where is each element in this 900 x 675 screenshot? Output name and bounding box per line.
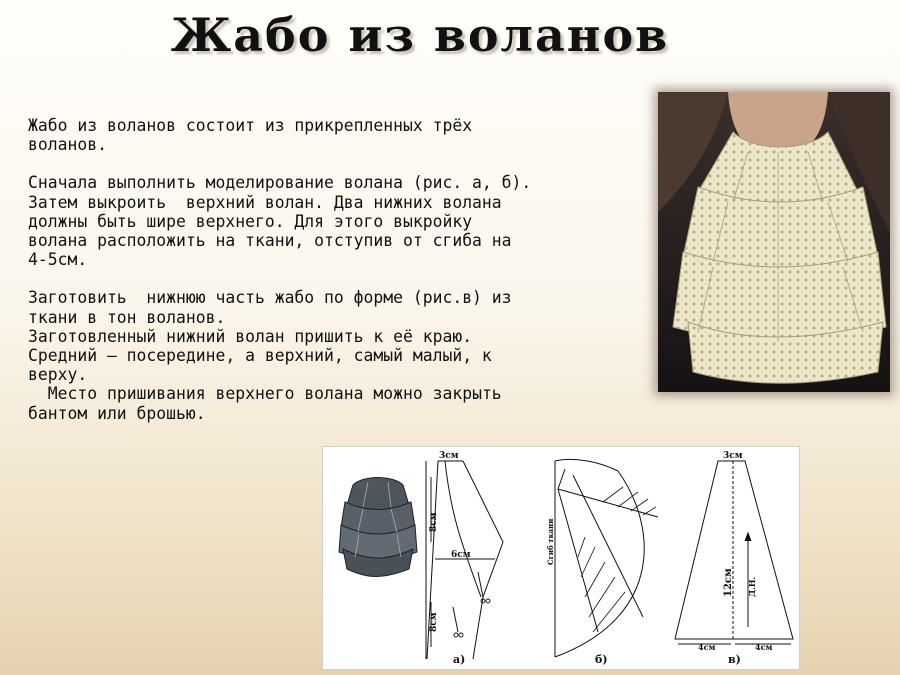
fig-a-label: а)	[453, 653, 466, 666]
figure-c	[675, 461, 793, 644]
pattern-diagram-panel	[322, 446, 800, 670]
jabot-sketch-icon	[339, 478, 417, 577]
fig-a-upper-side: 8см	[429, 512, 439, 532]
fig-c-top: 3см	[723, 451, 743, 461]
jabot-photo	[658, 92, 890, 392]
paragraph-modeling: Сначала выполнить моделирование волана (рис. а, б). Затем выкроить верхний волан. Два нижних волана должны быть шире верхнего. Для этого выкройку волана расположить на ткани, отступив от сгиба на 4-5см.	[28, 173, 532, 270]
figure-b	[555, 459, 658, 657]
fig-a-middle: 6см	[451, 550, 471, 560]
paragraph-intro: Жабо из воланов состоит из прикрепленных трёх воланов.	[28, 116, 473, 155]
fig-a-lower-side: 8см	[429, 612, 439, 632]
fig-c-fold: Д.Н.	[747, 576, 757, 597]
fig-c-bottom-left: 4см	[698, 642, 716, 652]
fig-c-height: 12см	[723, 568, 734, 597]
fig-c-bottom-right: 4см	[755, 642, 773, 652]
fig-b-fold: Сгиб ткани	[546, 518, 555, 565]
paragraph-assembly: Заготовить нижнюю часть жабо по форме (рис.в) из ткани в тон воланов. Заготовленный нижний волан пришить к её краю. Средний – посередине, а верхний, самый малый, к верху. Место пришивания верхнего волана можно закрыть бантом или брошью.	[28, 288, 512, 423]
fig-a-top: 3см	[439, 451, 459, 461]
instruction-text	[28, 116, 658, 423]
page-title: Жабо из воланов	[170, 8, 670, 62]
fig-b-label: б)	[595, 653, 608, 666]
fig-c-label: в)	[728, 653, 741, 666]
